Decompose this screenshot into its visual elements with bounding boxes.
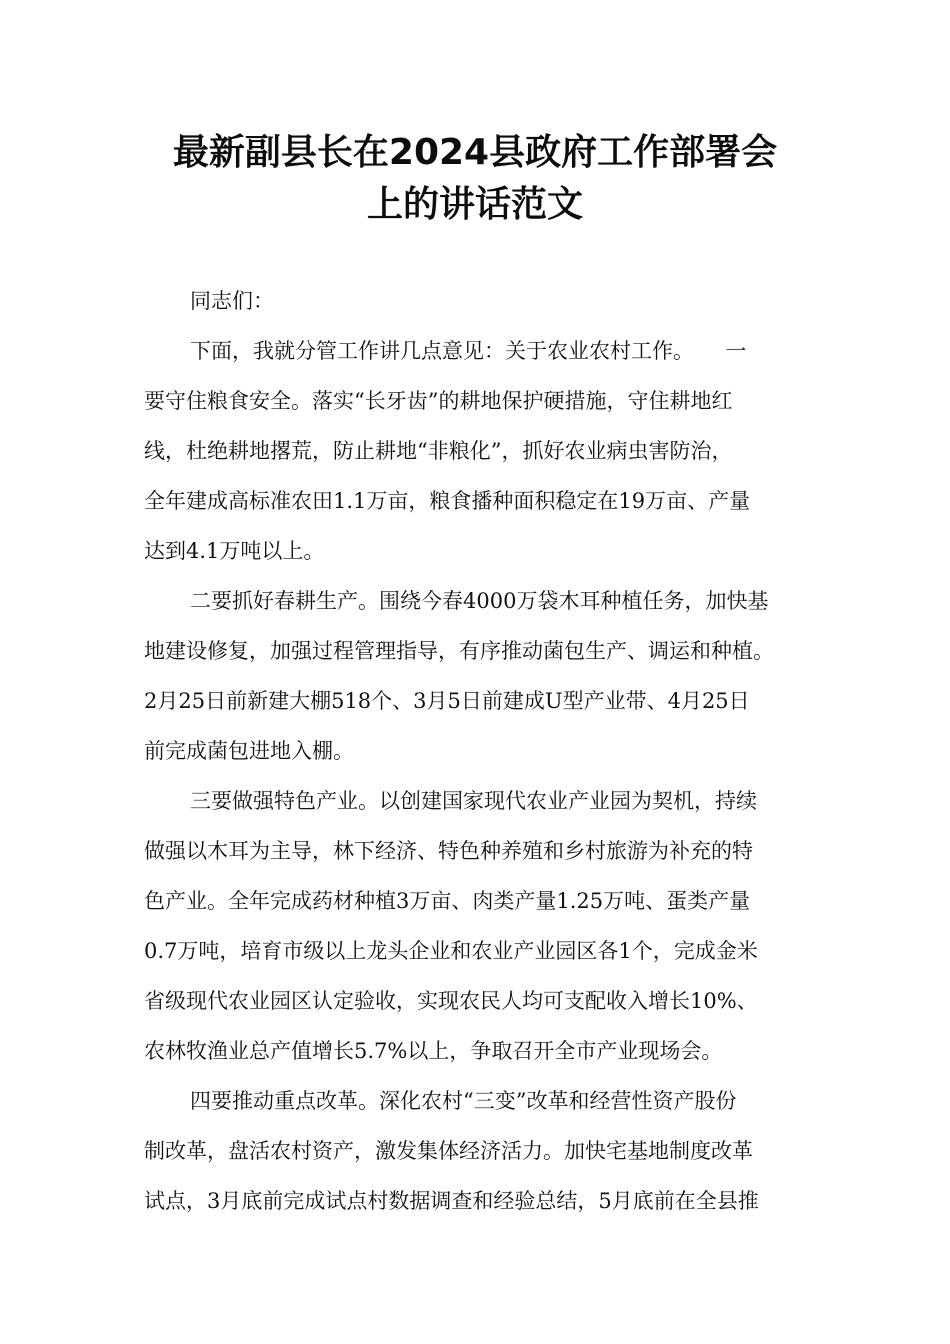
document-title-line-1: 最新副县长在2024县政府工作部署会	[172, 132, 778, 173]
body-line: 制改革，盘活农村资产，激发集体经济活力。加快宅基地制度改革	[144, 1139, 753, 1163]
body-line: 三要做强特色产业。以创建国家现代农业产业园为契机，持续	[190, 789, 757, 813]
body-line: 试点，3月底前完成试点村数据调查和经验总结，5月底前在全县推	[144, 1189, 759, 1213]
body-line: 前完成菌包进地入棚。	[144, 739, 354, 763]
body-line: 下面，我就分管工作讲几点意见：关于农业农村工作。 一	[190, 339, 747, 363]
document-title-line-2: 上的讲话范文	[366, 184, 583, 225]
salutation: 同志们：	[190, 289, 274, 313]
body-line: 省级现代农业园区认定验收，实现农民人均可支配收入增长10%、	[144, 989, 758, 1013]
body-line: 色产业。全年完成药材种植3万亩、肉类产量1.25万吨、蛋类产量	[144, 889, 751, 913]
body-line: 达到4.1万吨以上。	[144, 539, 325, 563]
body-line: 做强以木耳为主导，林下经济、特色种养殖和乡村旅游为补充的特	[144, 839, 753, 863]
body-line: 农林牧渔业总产值增长5.7%以上，争取召开全市产业现场会。	[144, 1039, 723, 1063]
body-line: 全年建成高标准农田1.1万亩，粮食播种面积稳定在19万亩、产量	[144, 489, 751, 513]
body-line: 2月25日前新建大棚518个、3月5日前建成U型产业带、4月25日	[144, 689, 750, 713]
body-line: 线，杜绝耕地撂荒，防止耕地“非粮化”，抓好农业病虫害防治，	[144, 439, 733, 463]
body-line: 地建设修复，加强过程管理指导，有序推动菌包生产、调运和种植。	[144, 639, 774, 663]
body-line: 0.7万吨，培育市级以上龙头企业和农业产业园区各1个，完成金米	[144, 939, 758, 963]
body-line: 二要抓好春耕生产。围绕今春4000万袋木耳种植任务，加快基	[190, 589, 769, 613]
body-line: 要守住粮食安全。落实“长牙齿”的耕地保护硬措施，守住耕地红	[144, 389, 733, 413]
body-line: 四要推动重点改革。深化农村“三变”改革和经营性资产股份	[190, 1089, 737, 1113]
